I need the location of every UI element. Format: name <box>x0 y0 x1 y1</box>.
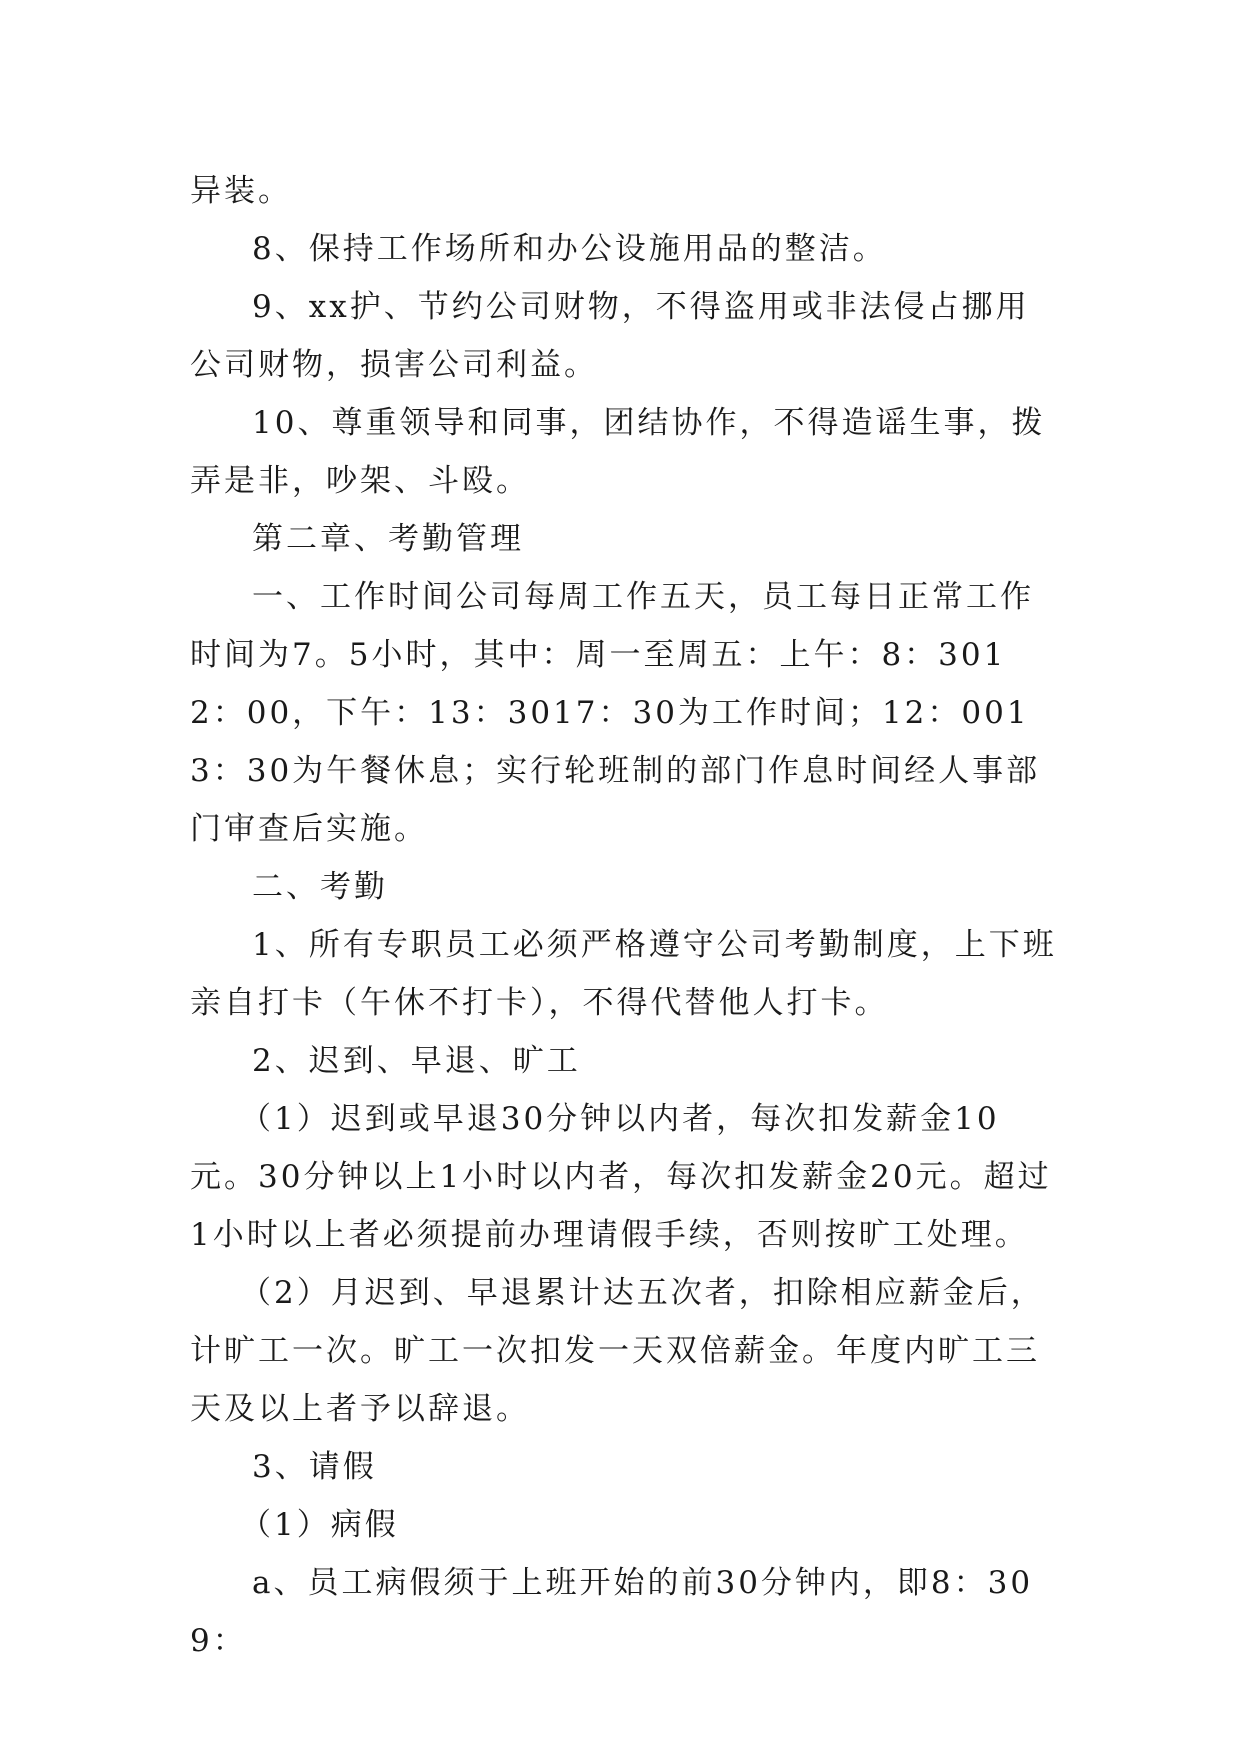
paragraph: 10、尊重领导和同事，团结协作，不得造谣生事，拨弄是非，吵架、斗殴。 <box>190 405 1046 499</box>
document-body <box>190 162 1060 1670</box>
paragraph: 一、工作时间公司每周工作五天，员工每日正常工作时间为7。5小时，其中：周一至周五：上午：8：3012：00，下午：13：3017：30为工作时间；12：0013：30为午餐休息；实行轮班制的部门作息时间经人事部门审查后实施。 <box>190 579 1041 847</box>
subsection-heading: 2、迟到、早退、旷工 <box>252 1043 581 1079</box>
paragraph: （1）迟到或早退30分钟以内者，每次扣发薪金10元。30分钟以上1小时以内者，每次扣发薪金20元。超过1小时以上者必须提前办理请假手续，否则按旷工处理。 <box>190 1101 1052 1253</box>
chapter-heading: 第二章、考勤管理 <box>252 521 524 557</box>
paragraph: 9、xx护、节约公司财物，不得盗用或非法侵占挪用公司财物，损害公司利益。 <box>190 289 1030 383</box>
paragraph: 异装。 <box>190 173 292 209</box>
paragraph: （2）月迟到、早退累计达五次者，扣除相应薪金后，计旷工一次。旷工一次扣发一天双倍薪金。年度内旷工三天及以上者予以辞退。 <box>190 1275 1045 1427</box>
subsection-heading: 3、请假 <box>252 1449 377 1485</box>
paragraph: 8、保持工作场所和办公设施用品的整洁。 <box>252 231 887 267</box>
paragraph: 1、所有专职员工必须严格遵守公司考勤制度，上下班亲自打卡（午休不打卡），不得代替他人打卡。 <box>190 927 1057 1021</box>
list-heading: （1）病假 <box>240 1507 399 1543</box>
section-heading: 二、考勤 <box>252 869 388 905</box>
paragraph: a、员工病假须于上班开始的前30分钟内，即8：309： <box>190 1565 1034 1659</box>
